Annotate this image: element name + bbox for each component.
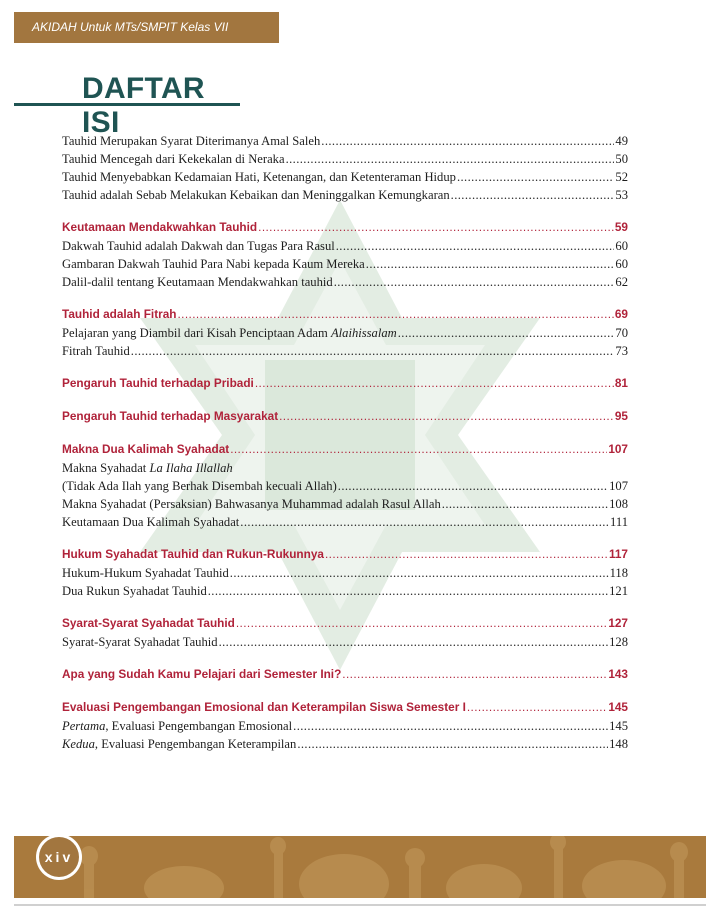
toc-page-number: 70 bbox=[615, 326, 628, 340]
toc-page-number: 145 bbox=[608, 700, 628, 714]
toc-leader-dots bbox=[255, 376, 614, 390]
toc-entry bbox=[62, 737, 628, 755]
toc-page-number: 52 bbox=[615, 170, 628, 184]
toc-leader-dots bbox=[457, 170, 614, 185]
toc-label-text: Syarat-Syarat Syahadat Tauhid bbox=[62, 635, 218, 649]
page-title: DAFTAR ISI bbox=[82, 72, 205, 139]
footer-rule bbox=[14, 904, 706, 906]
toc-chapter bbox=[62, 442, 628, 461]
toc-label bbox=[62, 442, 229, 456]
toc-leader-dots bbox=[286, 152, 615, 167]
toc-entry bbox=[62, 275, 628, 293]
toc-leader-dots bbox=[467, 700, 607, 714]
toc-label-text: (Tidak Ada Ilah yang Berhak Disembah kecuali Allah) bbox=[62, 479, 337, 493]
toc-page-number: 59 bbox=[614, 220, 628, 234]
toc-leader-dots bbox=[177, 307, 613, 321]
toc-label-text: Pengaruh Tauhid terhadap Pribadi bbox=[62, 376, 254, 390]
toc-leader-dots bbox=[258, 220, 614, 234]
page-number: xiv bbox=[44, 849, 74, 865]
toc-label-text: Keutamaan Mendakwahkan Tauhid bbox=[62, 220, 258, 234]
toc-entry bbox=[62, 134, 628, 152]
toc-leader-dots bbox=[366, 257, 615, 272]
toc-label-text: , Evaluasi Pengembangan Emosional bbox=[105, 719, 293, 733]
toc-chapter bbox=[62, 220, 628, 239]
toc-label bbox=[62, 635, 218, 650]
toc-label bbox=[62, 497, 441, 512]
toc-label bbox=[62, 220, 257, 234]
toc-label bbox=[62, 134, 320, 149]
toc-page-number: 107 bbox=[608, 442, 628, 456]
toc-page-number: 127 bbox=[608, 616, 628, 630]
toc-label-text: Makna Dua Kalimah Syahadat bbox=[62, 442, 230, 456]
toc-entry bbox=[62, 566, 628, 584]
toc-page-number: 118 bbox=[609, 566, 628, 580]
footer-mosque-band bbox=[14, 836, 706, 898]
toc-label-text: Tauhid Menyebabkan Kedamaian Hati, Ketenangan, dan Ketenteraman Hidup bbox=[62, 170, 456, 184]
table-of-contents bbox=[62, 134, 628, 755]
toc-entry bbox=[62, 239, 628, 257]
toc-label-text: Pelajaran yang Diambil dari Kisah Penciptaan Adam bbox=[62, 326, 331, 340]
toc-page-number: 145 bbox=[609, 719, 628, 733]
toc-entry bbox=[62, 344, 628, 362]
toc-entry bbox=[62, 497, 628, 515]
toc-label bbox=[62, 515, 239, 530]
toc-page-number: 117 bbox=[608, 547, 628, 561]
toc-entry bbox=[62, 257, 628, 275]
toc-leader-dots bbox=[230, 442, 607, 456]
toc-label bbox=[62, 700, 466, 714]
toc-leader-dots bbox=[321, 134, 614, 149]
toc-label bbox=[62, 239, 335, 254]
toc-label-italic: Pertama bbox=[62, 719, 106, 733]
toc-entry bbox=[62, 719, 628, 737]
toc-label-italic: La Ilaha Illallah bbox=[149, 461, 233, 475]
toc-label bbox=[62, 547, 324, 561]
toc-page-number: 50 bbox=[615, 152, 628, 166]
running-header bbox=[14, 12, 279, 43]
toc-leader-dots bbox=[342, 667, 607, 681]
toc-label bbox=[62, 152, 285, 167]
toc-label-text: Pengaruh Tauhid terhadap Masyarakat bbox=[62, 409, 279, 423]
toc-page-number: 53 bbox=[615, 188, 628, 202]
running-title: AKIDAH Untuk MTs/SMPIT Kelas VII bbox=[32, 20, 229, 34]
toc-page-number: 60 bbox=[615, 239, 628, 253]
toc-page-number: 128 bbox=[609, 635, 628, 649]
toc-entry bbox=[62, 152, 628, 170]
toc-label-text: Tauhid adalah Sebab Melakukan Kebaikan dan Meninggalkan Kemungkaran bbox=[62, 188, 450, 202]
toc-label-text: Dalil-dalil tentang Keutamaan Mendakwahkan tauhid bbox=[62, 275, 333, 289]
toc-page-number: 62 bbox=[615, 275, 628, 289]
toc-label-text: Syarat-Syarat Syahadat Tauhid bbox=[62, 616, 235, 630]
toc-entry bbox=[62, 584, 628, 602]
toc-label bbox=[62, 257, 365, 272]
toc-chapter bbox=[62, 667, 628, 686]
footer bbox=[0, 832, 720, 909]
toc-chapter bbox=[62, 547, 628, 566]
toc-leader-dots bbox=[236, 616, 607, 630]
toc-entry bbox=[62, 326, 628, 344]
toc-label bbox=[62, 479, 337, 494]
toc-label-text: Fitrah Tauhid bbox=[62, 344, 130, 358]
title-block bbox=[14, 72, 244, 139]
toc-page-number: 69 bbox=[614, 307, 628, 321]
toc-chapter bbox=[62, 700, 628, 719]
toc-leader-dots bbox=[219, 635, 609, 650]
toc-label bbox=[62, 616, 235, 630]
toc-leader-dots bbox=[398, 326, 615, 341]
toc-label-text: , Evaluasi Pengembangan Keterampilan bbox=[94, 737, 297, 751]
toc-label-text: Dakwah Tauhid adalah Dakwah dan Tugas Para Rasul bbox=[62, 239, 335, 253]
toc-label bbox=[62, 566, 229, 581]
toc-leader-dots bbox=[240, 515, 609, 530]
toc-leader-dots bbox=[334, 275, 615, 290]
toc-leader-dots bbox=[325, 547, 608, 561]
toc-entry bbox=[62, 188, 628, 206]
toc-page-number: 73 bbox=[615, 344, 628, 358]
toc-label-text: Tauhid Mencegah dari Kekekalan di Neraka bbox=[62, 152, 285, 166]
toc-label bbox=[62, 307, 176, 321]
toc-leader-dots bbox=[336, 239, 615, 254]
toc-label-text: Keutamaan Dua Kalimah Syahadat bbox=[62, 515, 240, 529]
toc-label-text: Tauhid Merupakan Syarat Diterimanya Amal Saleh bbox=[62, 134, 321, 148]
toc-label-text: Dua Rukun Syahadat Tauhid bbox=[62, 584, 207, 598]
toc-page-number: 107 bbox=[609, 479, 628, 493]
toc-page-number: 111 bbox=[610, 515, 628, 529]
toc-label-text: Gambaran Dakwah Tauhid Para Nabi kepada Kaum Mereka bbox=[62, 257, 365, 271]
toc-page-number: 60 bbox=[615, 257, 628, 271]
toc-page-number: 95 bbox=[614, 409, 628, 423]
toc-page-number: 49 bbox=[615, 134, 628, 148]
toc-chapter bbox=[62, 307, 628, 326]
toc-leader-dots bbox=[208, 584, 608, 599]
toc-label-italic: Alaihissalam bbox=[330, 326, 397, 340]
toc-label bbox=[62, 719, 292, 734]
toc-label bbox=[62, 344, 130, 359]
toc-label bbox=[62, 737, 296, 752]
toc-label-text: Apa yang Sudah Kamu Pelajari dari Semester Ini? bbox=[62, 667, 342, 681]
toc-label-text: Tauhid adalah Fitrah bbox=[62, 307, 177, 321]
toc-page-number: 121 bbox=[609, 584, 628, 598]
toc-label bbox=[62, 188, 450, 203]
toc-leader-dots bbox=[279, 409, 614, 423]
toc-page-number: 81 bbox=[614, 376, 628, 390]
toc-entry bbox=[62, 461, 628, 479]
toc-label bbox=[62, 667, 341, 681]
toc-leader-dots bbox=[297, 737, 608, 752]
mosque-silhouette-icon bbox=[14, 836, 706, 898]
toc-leader-dots bbox=[230, 566, 609, 581]
toc-label bbox=[62, 275, 333, 290]
toc-label bbox=[62, 376, 254, 390]
toc-entry bbox=[62, 479, 628, 497]
toc-label bbox=[62, 584, 207, 599]
toc-label bbox=[62, 461, 233, 476]
toc-page-number: 143 bbox=[608, 667, 628, 681]
toc-leader-dots bbox=[451, 188, 615, 203]
toc-chapter bbox=[62, 409, 628, 428]
toc-chapter bbox=[62, 376, 628, 395]
toc-leader-dots bbox=[442, 497, 608, 512]
toc-label-italic: Kedua bbox=[62, 737, 95, 751]
toc-label-text: Makna Syahadat bbox=[62, 461, 150, 475]
toc-leader-dots bbox=[338, 479, 608, 494]
toc-label-text: Makna Syahadat (Persaksian) Bahwasanya Muhammad adalah Rasul Allah bbox=[62, 497, 441, 511]
toc-label-text: Hukum-Hukum Syahadat Tauhid bbox=[62, 566, 229, 580]
toc-chapter bbox=[62, 616, 628, 635]
toc-page-number: 148 bbox=[609, 737, 628, 751]
toc-leader-dots bbox=[131, 344, 615, 359]
toc-entry bbox=[62, 515, 628, 533]
toc-label bbox=[62, 409, 278, 423]
toc-leader-dots bbox=[293, 719, 608, 734]
toc-label bbox=[62, 326, 397, 341]
toc-label bbox=[62, 170, 456, 185]
toc-page-number: 108 bbox=[609, 497, 628, 511]
toc-label-text: Evaluasi Pengembangan Emosional dan Keterampilan Siswa Semester I bbox=[62, 700, 466, 714]
toc-entry bbox=[62, 170, 628, 188]
toc-label-text: Hukum Syahadat Tauhid dan Rukun-Rukunnya bbox=[62, 547, 324, 561]
toc-entry bbox=[62, 635, 628, 653]
